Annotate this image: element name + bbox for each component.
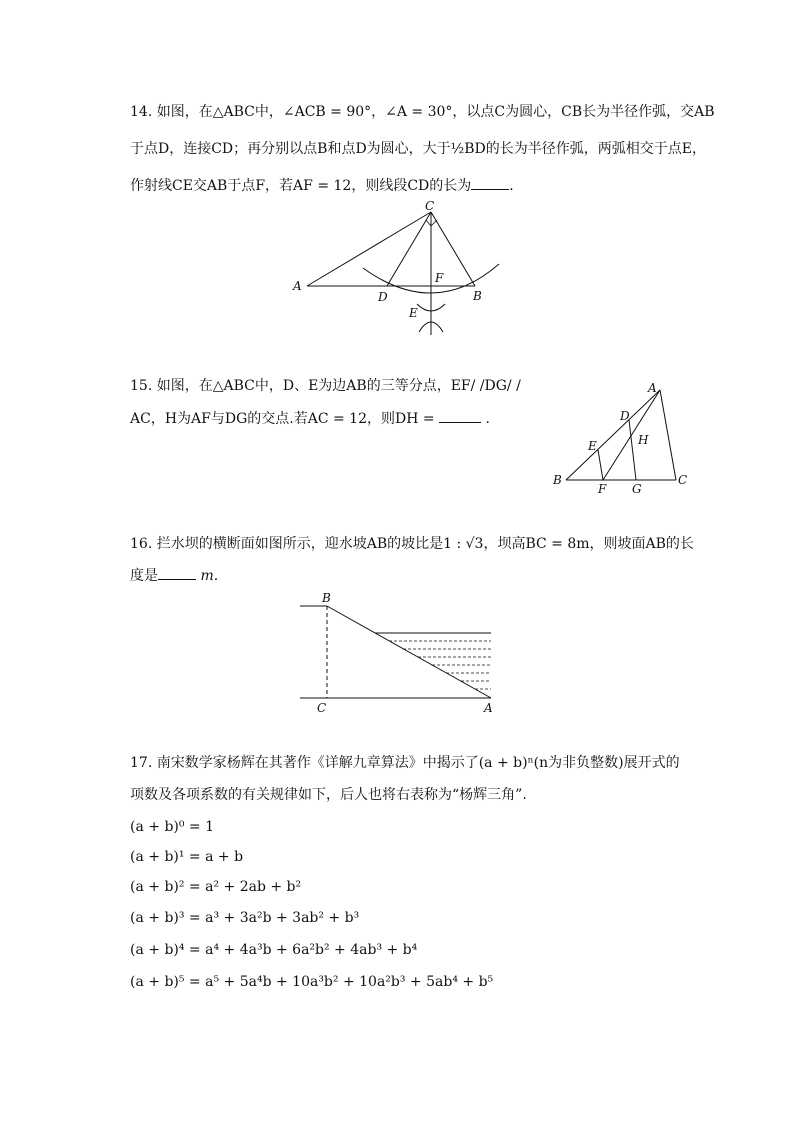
segment-ef	[598, 450, 603, 480]
q15-line-1: 15. 如图，在△ABC中，D、E为边AB的三等分点，EF/ /DG/ /	[130, 378, 521, 394]
formula-row: (a + b)⁰ = 1	[130, 819, 215, 835]
label-a: A	[293, 279, 302, 293]
q17-line-2: 项数及各项系数的有关规律如下，后人也将右表称为“杨辉三角”.	[130, 787, 527, 803]
q16-line-2-start: 度是	[130, 568, 158, 584]
label-e: E	[409, 306, 418, 320]
formula-row: (a + b)² = a² + 2ab + b²	[130, 879, 302, 895]
label-c: C	[317, 701, 327, 715]
q14-line-3-end: .	[509, 178, 514, 194]
q16-figure	[295, 590, 505, 720]
formula-row: (a + b)⁵ = a⁵ + 5a⁴b + 10a³b² + 10a²b³ + 5ab⁴ + b⁵	[130, 974, 494, 990]
segment-ac	[307, 212, 431, 286]
slope-ab	[327, 606, 491, 698]
label-h: H	[638, 433, 649, 447]
q15-line-2-text: AC，H为AF与DG的交点.若AC = 12，则DH =	[130, 411, 435, 427]
answer-blank	[158, 567, 196, 580]
q17-line-1: 17. 南宋数学家杨辉在其著作《详解九章算法》中揭示了(a + b)ⁿ(n为非负整数)展开式的	[130, 755, 680, 771]
label-g: G	[632, 482, 642, 496]
label-d: D	[620, 409, 630, 423]
segment-ac	[660, 390, 676, 480]
answer-blank	[471, 177, 509, 190]
label-a: A	[648, 381, 657, 395]
q15-figure	[548, 378, 698, 498]
water-hatching	[389, 641, 491, 689]
q16-line-1: 16. 拦水坝的横断面如图所示，迎水坡AB的坡比是1 : √3，坝高BC = 8m，则坡面AB的长	[130, 536, 694, 552]
q14-line-3-text: 作射线CE交AB于点F，若AF = 12，则线段CD的长为	[130, 178, 472, 194]
q14-line-2: 于点D，连接CD；再分别以点B和点D为圆心，大于½BD的长为半径作弧，两弧相交于点E，	[130, 141, 706, 157]
label-d: D	[378, 290, 388, 304]
label-e: E	[588, 439, 597, 453]
answer-blank	[439, 410, 481, 423]
segment-cd	[387, 212, 431, 286]
label-a: A	[484, 701, 493, 715]
q16-line-2-end: m.	[200, 568, 219, 584]
label-f: F	[435, 271, 444, 285]
label-f: F	[598, 482, 607, 496]
q14-figure	[285, 200, 515, 340]
formula-row: (a + b)¹ = a + b	[130, 849, 244, 865]
label-b: B	[473, 289, 482, 303]
formula-row: (a + b)⁴ = a⁴ + 4a³b + 6a²b² + 4ab³ + b⁴	[130, 942, 418, 958]
label-b: B	[322, 591, 331, 605]
q15-line-2-end: .	[485, 411, 490, 427]
q14-line-3	[130, 176, 514, 196]
label-b: B	[553, 473, 562, 487]
q16-line-2	[130, 566, 218, 586]
formula-row: (a + b)³ = a³ + 3a²b + 3ab² + b³	[130, 910, 360, 926]
segment-af	[603, 390, 660, 480]
q15-line-2	[130, 409, 490, 429]
label-c: C	[425, 200, 435, 213]
label-c: C	[678, 473, 688, 487]
q14-line-1: 14. 如图，在△ABC中，∠ACB = 90°，∠A = 30°，以点C为圆心，CB长为半径作弧，交AB	[130, 104, 715, 120]
